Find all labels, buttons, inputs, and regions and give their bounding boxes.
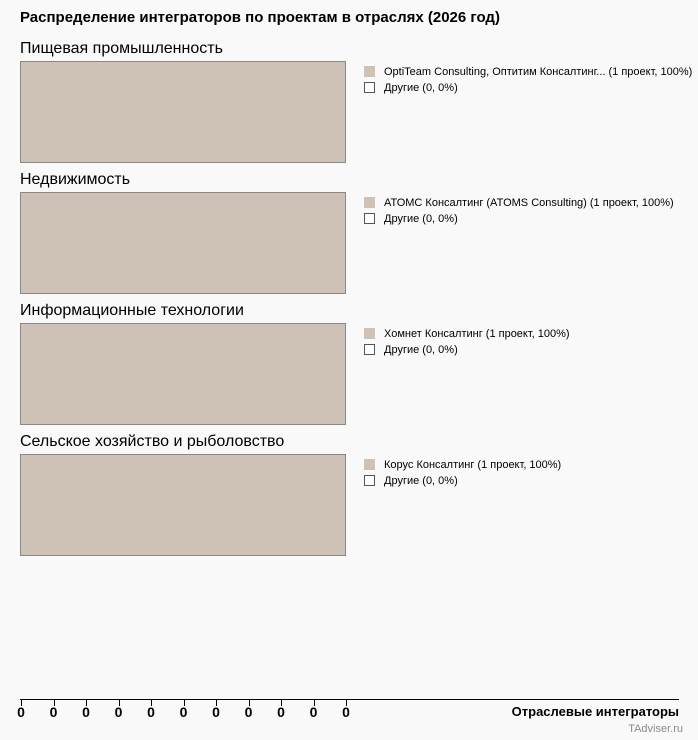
legend-swatch xyxy=(364,328,375,339)
legend-label: Другие (0, 0%) xyxy=(384,82,458,94)
legend-swatch xyxy=(364,459,375,470)
x-tick-label: 0 xyxy=(244,704,253,720)
legend-label: Другие (0, 0%) xyxy=(384,213,458,225)
legend-swatch xyxy=(364,344,375,355)
x-tick-label: 0 xyxy=(277,704,285,720)
legend-label: OptiTeam Consulting, Оптитим Консалтинг... (1 проект, 100%) xyxy=(384,66,693,78)
legend-swatch xyxy=(364,82,375,93)
x-tick-label: 0 xyxy=(179,704,188,720)
bar-segment[interactable] xyxy=(21,324,345,424)
industry-bar[interactable] xyxy=(20,323,346,425)
legend-label: Хомнет Консалтинг (1 проект, 100%) xyxy=(384,328,570,340)
bar-segment[interactable] xyxy=(21,193,345,293)
chart-title: Распределение интеграторов по проектам в отраслях (2026 год) xyxy=(20,9,500,26)
industry-section xyxy=(0,40,698,171)
bar-segment[interactable] xyxy=(21,62,345,162)
legend-swatch xyxy=(364,197,375,208)
industry-bar[interactable] xyxy=(20,61,346,163)
x-tick-label: 0 xyxy=(309,704,318,720)
x-tick-label: 0 xyxy=(212,704,220,720)
legend-label: Корус Консалтинг (1 проект, 100%) xyxy=(384,459,562,471)
bar-segment[interactable] xyxy=(21,455,345,555)
legend-label: АТОМС Консалтинг (ATOMS Consulting) (1 проект, 100%) xyxy=(384,197,674,209)
legend-label: Другие (0, 0%) xyxy=(384,475,458,487)
industry-section xyxy=(0,302,698,433)
industry-title: Сельское хозяйство и рыболовство xyxy=(20,433,285,450)
industry-bar[interactable] xyxy=(20,454,346,556)
x-tick-label: 0 xyxy=(49,704,58,720)
legend-label: Другие (0, 0%) xyxy=(384,344,458,356)
legend-swatch xyxy=(364,66,375,77)
industry-section xyxy=(0,171,698,302)
legend-swatch xyxy=(364,213,375,224)
industry-title: Недвижимость xyxy=(20,171,131,188)
legend-swatch xyxy=(364,475,375,486)
industry-section xyxy=(0,433,698,564)
x-tick-label: 0 xyxy=(114,704,123,720)
x-tick-label: 0 xyxy=(147,704,155,720)
industry-title: Пищевая промышленность xyxy=(20,40,223,57)
x-tick-label: 0 xyxy=(342,704,350,720)
industry-bar[interactable] xyxy=(20,192,346,294)
x-tick-label: 0 xyxy=(82,704,90,720)
x-tick-label: 0 xyxy=(17,704,25,720)
industry-title: Информационные технологии xyxy=(20,302,244,319)
watermark: TAdviser.ru xyxy=(628,723,683,735)
x-axis-title: Отраслевые интеграторы xyxy=(511,704,679,719)
